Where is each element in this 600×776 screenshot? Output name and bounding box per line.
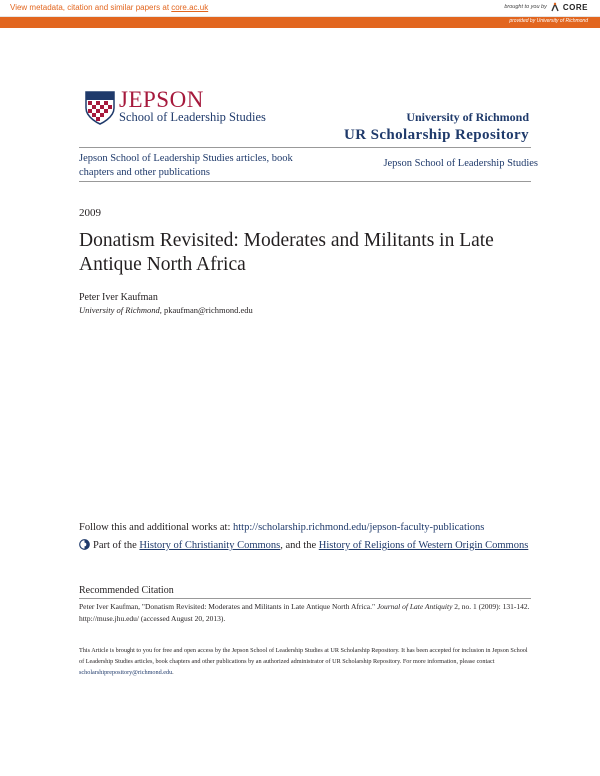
citation-before: Peter Iver Kaufman, "Donatism Revisited: Moderates and Militants in Late Antique North Africa." <box>79 602 377 611</box>
publication-year: 2009 <box>79 207 101 219</box>
university-name: University of Richmond <box>406 110 529 124</box>
author-affiliation <box>79 305 253 315</box>
follow-url-link[interactable]: http://scholarship.richmond.edu/jepson-faculty-publications <box>233 522 485 533</box>
commons-icon <box>79 539 90 550</box>
core-provided-by: provided by University of Richmond <box>509 18 588 24</box>
core-brought-by[interactable] <box>504 2 588 12</box>
contact-email-link[interactable]: scholarshiprepository@richmond.edu <box>79 669 173 676</box>
core-metadata-prefix: View metadata, citation and similar papers at <box>10 3 172 12</box>
divider <box>79 181 531 182</box>
repository-name: UR Scholarship Repository <box>343 127 529 143</box>
citation-text <box>79 601 531 625</box>
access-notice-text: This Article is brought to you for free and open access by the Jepson School of Leadership Studies at UR Scholarship Repository. It has been accepted for inclusion in Jepson School of Leadership Studies articles, book chapters and other publications by an authorized administrator of UR Scholarship Repository. For more information, please contact <box>79 647 528 665</box>
follow-line <box>79 522 529 533</box>
affiliation-name: University of Richmond <box>79 305 160 315</box>
core-banner <box>0 0 600 28</box>
department-link[interactable]: Jepson School of Leadership Studies <box>383 158 538 169</box>
jepson-subtitle: School of Leadership Studies <box>119 110 266 124</box>
citation-journal: Journal of Late Antiquity <box>376 602 453 611</box>
shield-icon <box>84 90 116 126</box>
part-of-line <box>79 538 529 553</box>
repository-header[interactable] <box>344 110 529 144</box>
citation-after: 2, no. 1 (2009): 131-142. http://muse.jhu.edu/ (accessed August 20, 2013). <box>79 602 530 623</box>
access-notice <box>79 645 531 678</box>
access-notice-end: . <box>172 669 174 676</box>
article-title: Donatism Revisited: Moderates and Militants in Late Antique North Africa <box>79 230 494 275</box>
citation-heading: Recommended Citation <box>79 585 174 596</box>
core-brought-text: brought to you by <box>504 4 547 10</box>
core-metadata-link[interactable] <box>10 3 208 12</box>
author-email: , pkaufman@richmond.edu <box>159 305 253 315</box>
author-name: Peter Iver Kaufman <box>79 292 158 303</box>
collection-link[interactable]: Jepson School of Leadership Studies articles, book chapters and other publications <box>79 153 293 178</box>
jepson-title: JEPSON <box>119 87 204 112</box>
history-religions-link[interactable]: History of Religions of Western Origin Commons <box>318 540 529 551</box>
divider <box>79 598 531 599</box>
core-domain-link[interactable]: core.ac.uk <box>171 3 209 12</box>
follow-prefix: Follow this and additional works at: <box>79 522 233 533</box>
core-name: CORE <box>562 2 588 12</box>
core-logo-icon <box>550 2 560 12</box>
history-christianity-link[interactable]: History of Christianity Commons <box>139 540 281 551</box>
part-of-prefix: Part of the <box>93 540 140 551</box>
divider <box>79 147 531 148</box>
part-of-middle: , and the <box>280 540 319 551</box>
jepson-logo <box>84 87 266 126</box>
jepson-wordmark <box>119 87 266 124</box>
